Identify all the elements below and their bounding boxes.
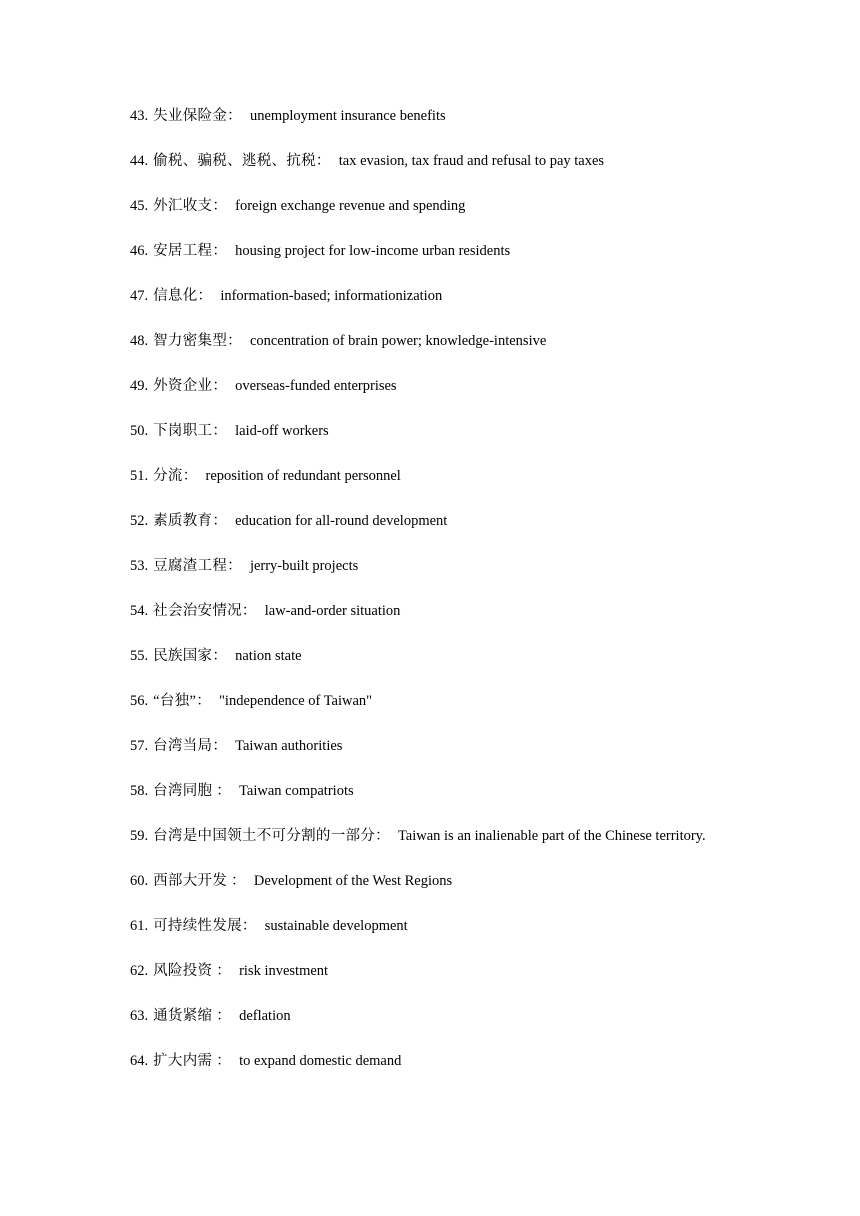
entry-chinese-term: 安居工程：: [153, 243, 228, 259]
entry-number: 44.: [130, 153, 149, 169]
entry-number: 59.: [130, 828, 149, 844]
entry-english-translation: Taiwan is an inalienable part of the Chinese territory.: [397, 828, 706, 844]
entry-english-translation: reposition of redundant personnel: [205, 468, 401, 484]
entry-number: 62.: [130, 963, 149, 979]
glossary-entry: [130, 734, 830, 779]
entry-english-translation: housing project for low-income urban residents: [235, 243, 511, 259]
entry-number: 46.: [130, 243, 149, 259]
entry-chinese-term: 风险投资 ：: [153, 963, 232, 979]
entry-english-translation: unemployment insurance benefits: [249, 108, 446, 124]
entry-number: 51.: [130, 468, 149, 484]
entry-chinese-term: 素质教育：: [153, 513, 228, 529]
entry-english-translation: law-and-order situation: [264, 603, 401, 619]
glossary-entry: [130, 104, 830, 149]
entry-english-translation: foreign exchange revenue and spending: [235, 198, 466, 214]
glossary-entry: [130, 419, 830, 464]
entry-english-translation: education for all-round development: [235, 513, 448, 529]
entry-chinese-term: 智力密集型：: [153, 333, 242, 349]
entry-number: 58.: [130, 783, 149, 799]
entry-english-translation: tax evasion, tax fraud and refusal to pay taxes: [338, 153, 605, 169]
entry-english-translation: sustainable development: [264, 918, 408, 934]
entry-english-translation: deflation: [239, 1008, 291, 1024]
entry-english-translation: overseas-funded enterprises: [235, 378, 397, 394]
entry-number: 48.: [130, 333, 149, 349]
entry-number: 53.: [130, 558, 149, 574]
glossary-entry: [130, 239, 830, 284]
glossary-entry: [130, 779, 830, 824]
entry-number: 63.: [130, 1008, 149, 1024]
entry-chinese-term: 分流：: [153, 468, 198, 484]
glossary-entry: [130, 869, 830, 914]
glossary-entry: [130, 1049, 830, 1094]
entry-chinese-term: 民族国家：: [153, 648, 228, 664]
entry-chinese-term: 失业保险金：: [153, 108, 242, 124]
entry-chinese-term: 西部大开发 ：: [153, 873, 246, 889]
entry-number: 55.: [130, 648, 149, 664]
entry-number: 43.: [130, 108, 149, 124]
glossary-entry: [130, 1004, 830, 1049]
entry-chinese-term: 下岗职工：: [153, 423, 228, 439]
entry-number: 56.: [130, 693, 149, 709]
entry-number: 64.: [130, 1053, 149, 1069]
glossary-entry: [130, 194, 830, 239]
entry-english-translation: laid-off workers: [235, 423, 329, 439]
entry-english-translation: to expand domestic demand: [239, 1053, 402, 1069]
entry-english-translation: concentration of brain power; knowledge-intensive: [249, 333, 547, 349]
glossary-entry: [130, 329, 830, 374]
glossary-entry: [130, 599, 830, 644]
entry-chinese-term: “台独”：: [153, 693, 211, 709]
entry-english-translation: information-based; informationization: [220, 288, 443, 304]
glossary-entry: [130, 284, 830, 329]
entry-english-translation: Taiwan authorities: [235, 738, 343, 754]
entry-chinese-term: 台湾是中国领土不可分割的一部分：: [153, 828, 390, 844]
entry-number: 54.: [130, 603, 149, 619]
entry-english-translation: Development of the West Regions: [253, 873, 453, 889]
entry-chinese-term: 外汇收支：: [153, 198, 228, 214]
entry-chinese-term: 信息化：: [153, 288, 213, 304]
glossary-entry: [130, 509, 830, 554]
entry-english-translation: Taiwan compatriots: [239, 783, 354, 799]
entry-english-translation: risk investment: [239, 963, 329, 979]
glossary-entry: [130, 914, 830, 959]
entry-number: 57.: [130, 738, 149, 754]
entry-number: 60.: [130, 873, 149, 889]
entry-chinese-term: 偷税、骗税、逃税、抗税：: [153, 153, 331, 169]
entry-number: 61.: [130, 918, 149, 934]
glossary-entry: [130, 554, 830, 599]
glossary-list: [130, 104, 830, 1094]
entry-number: 47.: [130, 288, 149, 304]
glossary-entry: [130, 959, 830, 1004]
entry-english-translation: jerry-built projects: [249, 558, 359, 574]
entry-english-translation: "independence of Taiwan": [219, 693, 373, 709]
entry-chinese-term: 扩大内需 ：: [153, 1053, 232, 1069]
entry-number: 50.: [130, 423, 149, 439]
glossary-entry: [130, 464, 830, 509]
entry-chinese-term: 外资企业：: [153, 378, 228, 394]
glossary-entry: [130, 149, 830, 194]
glossary-entry: [130, 689, 830, 734]
entry-chinese-term: 豆腐渣工程：: [153, 558, 242, 574]
entry-chinese-term: 通货紧缩 ：: [153, 1008, 232, 1024]
entry-chinese-term: 台湾同胞 ：: [153, 783, 232, 799]
entry-number: 45.: [130, 198, 149, 214]
entry-chinese-term: 可持续性发展：: [153, 918, 257, 934]
entry-chinese-term: 社会治安情况：: [153, 603, 257, 619]
entry-number: 52.: [130, 513, 149, 529]
glossary-entry: [130, 374, 830, 419]
entry-english-translation: nation state: [235, 648, 302, 664]
glossary-entry: [130, 824, 830, 869]
glossary-entry: [130, 644, 830, 689]
entry-chinese-term: 台湾当局：: [153, 738, 228, 754]
entry-number: 49.: [130, 378, 149, 394]
